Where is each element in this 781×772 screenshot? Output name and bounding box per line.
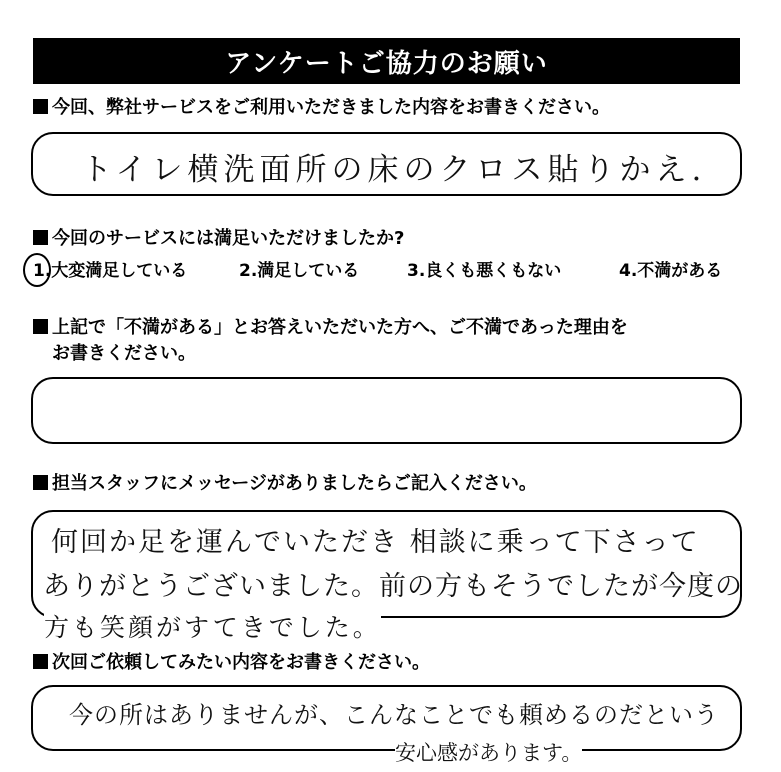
question-3 — [33, 315, 628, 367]
square-bullet-icon — [33, 475, 48, 490]
selected-option-circle — [23, 253, 51, 287]
option-2[interactable]: 2.満足している — [239, 261, 360, 281]
square-bullet-icon — [33, 99, 48, 114]
option-4[interactable]: 4.不満がある — [619, 261, 723, 281]
square-bullet-icon — [33, 319, 48, 334]
question-5-label: 次回ご依頼してみたい内容をお書きください。 — [52, 652, 430, 673]
answer-box-3 — [31, 377, 742, 444]
question-1 — [33, 95, 610, 121]
square-bullet-icon — [33, 230, 48, 245]
question-4 — [33, 471, 537, 497]
question-4-label: 担当スタッフにメッセージがありましたらご記入ください。 — [52, 473, 537, 494]
answer-box-5 — [31, 685, 742, 751]
answer-1-text: トイレ横洗面所の床のクロス貼りかえ. — [81, 152, 707, 188]
square-bullet-icon — [33, 654, 48, 669]
answer-4-line1: 何回か足を運んでいただき 相談に乗って下さって — [51, 527, 700, 558]
answer-5-line2: 安心感があります。 — [395, 737, 582, 767]
answer-5-line1: 今の所はありませんが、こんなことでも頼めるのだという — [69, 701, 719, 729]
option-1[interactable]: 1.大変満足している — [33, 261, 188, 281]
question-1-label: 今回、弊社サービスをご利用いただきました内容をお書きください。 — [52, 97, 610, 118]
question-3-label-line1: 上記で「不満がある」とお答えいただいた方へ、ご不満であった理由を — [52, 317, 628, 338]
answer-box-1 — [31, 132, 742, 196]
option-3[interactable]: 3.良くも悪くもない — [407, 261, 562, 281]
question-3-label-line2: お書きください。 — [52, 343, 196, 364]
question-2 — [33, 226, 404, 252]
answer-4-line3: 方も笑顔がすてきでした。 — [44, 608, 381, 644]
question-5 — [33, 650, 430, 676]
answer-box-4 — [31, 510, 742, 618]
question-2-label: 今回のサービスには満足いただけましたか? — [52, 228, 405, 249]
answer-4-line2: ありがとうございました。前の方もそうでしたが今度の — [43, 571, 743, 602]
survey-title: アンケートご協力のお願い — [33, 38, 740, 84]
